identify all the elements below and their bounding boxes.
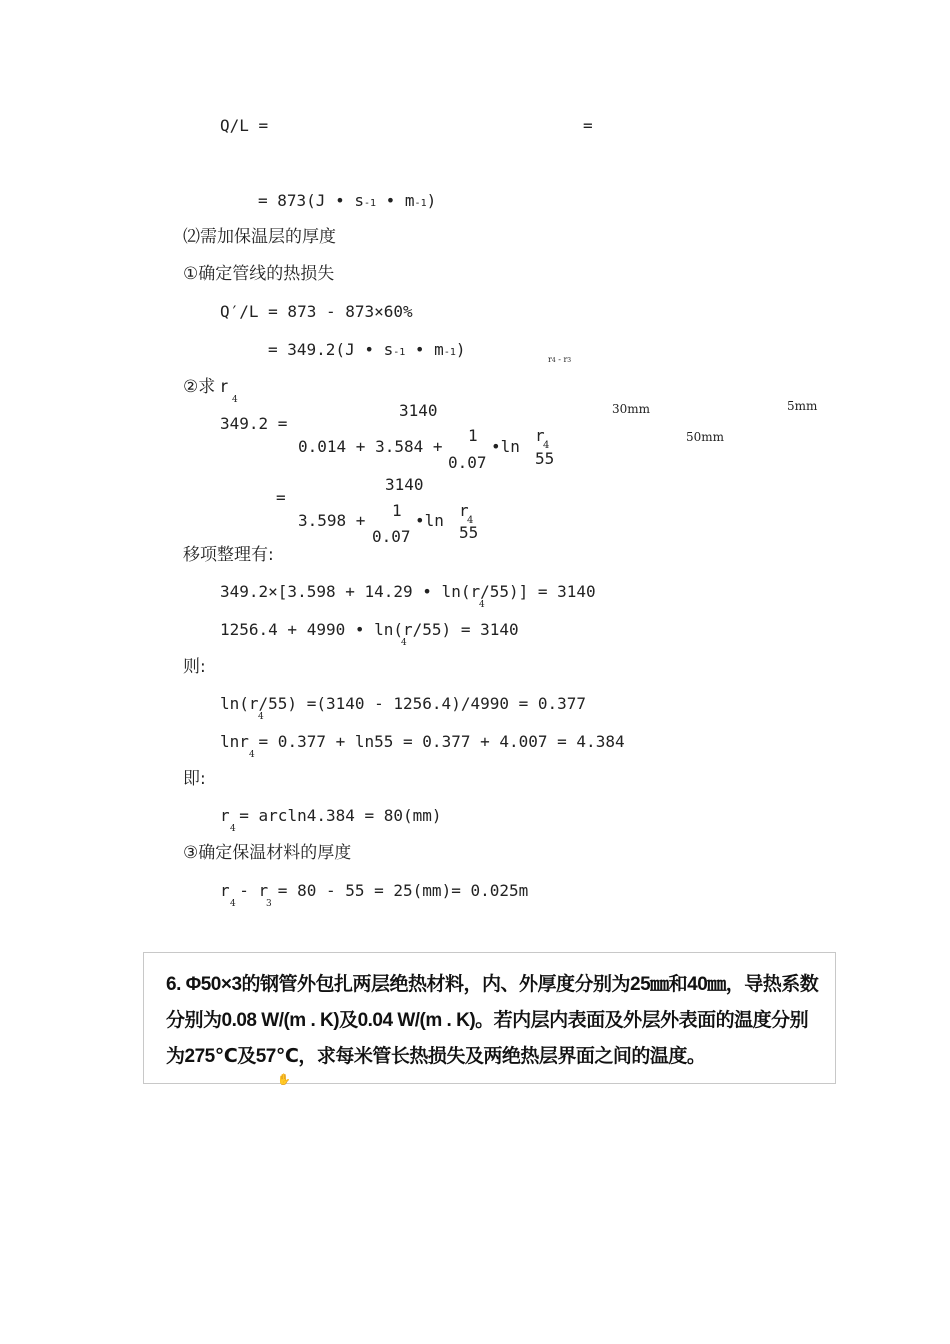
eq2-r: r — [459, 501, 469, 520]
ql-lhs: Q/L = — [220, 116, 269, 135]
eq2-lhs: = — [276, 488, 286, 507]
eq1-lhs: 349.2 = — [220, 414, 288, 433]
line-b-sub: 4 — [401, 638, 407, 648]
ie-label: 即: — [183, 769, 206, 789]
qprime-line: Q′/L = 873 - 873×60% — [220, 302, 413, 321]
label-5mm: 5mm — [787, 399, 818, 413]
eq1-r: r — [535, 426, 545, 445]
ql-result: = 873(J • s-1 • m-1) — [258, 191, 437, 210]
eq2-ln: •ln — [415, 511, 444, 530]
line-e: r = arcln4.384 = 80(mm) — [220, 806, 442, 825]
eq2-r-sub: 4 — [467, 515, 474, 526]
label-30mm: 30mm — [612, 402, 651, 416]
eq1-denominator: 0.014 + 3.584 + — [298, 437, 443, 456]
sub2-subscript: 4 — [232, 395, 238, 405]
line-d: lnr = 0.377 + ln55 = 0.377 + 4.007 = 4.384 — [220, 732, 625, 751]
eq1-frac-den: 0.07 — [448, 453, 487, 472]
line-b: 1256.4 + 4990 • ln(r/55) = 3140 — [220, 620, 519, 639]
eq1-55: 55 — [535, 449, 555, 468]
then-label: 则: — [183, 657, 206, 677]
eq2-frac-num: 1 — [392, 501, 402, 520]
eq2-numerator: 3140 — [385, 475, 424, 494]
step-2-sub-3: ③确定保温材料的厚度 — [183, 843, 352, 863]
eq2-denominator: 3.598 + — [298, 511, 366, 530]
line-f-sub3: 3 — [266, 899, 272, 909]
rearrange-label: 移项整理有: — [183, 545, 274, 565]
line-a: 349.2×[3.598 + 14.29 • ln(r/55)] = 3140 — [220, 582, 596, 601]
eq1-frac-num: 1 — [468, 426, 478, 445]
line-f-sub4: 4 — [230, 899, 236, 909]
label-50mm: 50mm — [686, 430, 725, 444]
step-2-heading: ⑵需加保温层的厚度 — [183, 227, 336, 247]
line-a-sub: 4 — [479, 600, 485, 610]
line-d-sub: 4 — [249, 750, 255, 760]
eq1-ln: •ln — [491, 437, 520, 456]
ql-equals: = — [583, 116, 593, 135]
qprime-result: = 349.2(J • s-1 • m-1) — [268, 340, 466, 359]
step-2-sub-1: ①确定管线的热损失 — [183, 264, 335, 284]
step-2-sub-2: ②求 r — [183, 377, 228, 397]
line-c: ln(r/55) =(3140 - 1256.4)/4990 = 0.377 — [220, 694, 587, 713]
eq2-frac-den: 0.07 — [372, 527, 411, 546]
line-f: r - r = 80 - 55 = 25(mm)= 0.025m — [220, 881, 529, 900]
line-c-sub: 4 — [258, 712, 264, 722]
line-e-sub: 4 — [230, 824, 236, 834]
eq1-numerator: 3140 — [399, 401, 438, 420]
eq2-55: 55 — [459, 523, 479, 542]
r4-r3-annotation: r4 - r3 — [548, 355, 572, 364]
problem-box — [143, 952, 836, 1084]
problem-text: 6. Φ50×3的钢管外包扎两层绝热材料，内、外厚度分别为25㎜和40㎜，导热系数分别为0.08 W/(m . K)及0.04 W/(m . K)。若内层内表面及外层外表面的温度分别为275℃及57℃，求每米管长热损失及两绝热层界面之间的温度。 — [166, 974, 819, 1067]
eq1-r-sub: 4 — [543, 440, 550, 451]
cursor-icon: ✋ — [277, 1073, 291, 1086]
